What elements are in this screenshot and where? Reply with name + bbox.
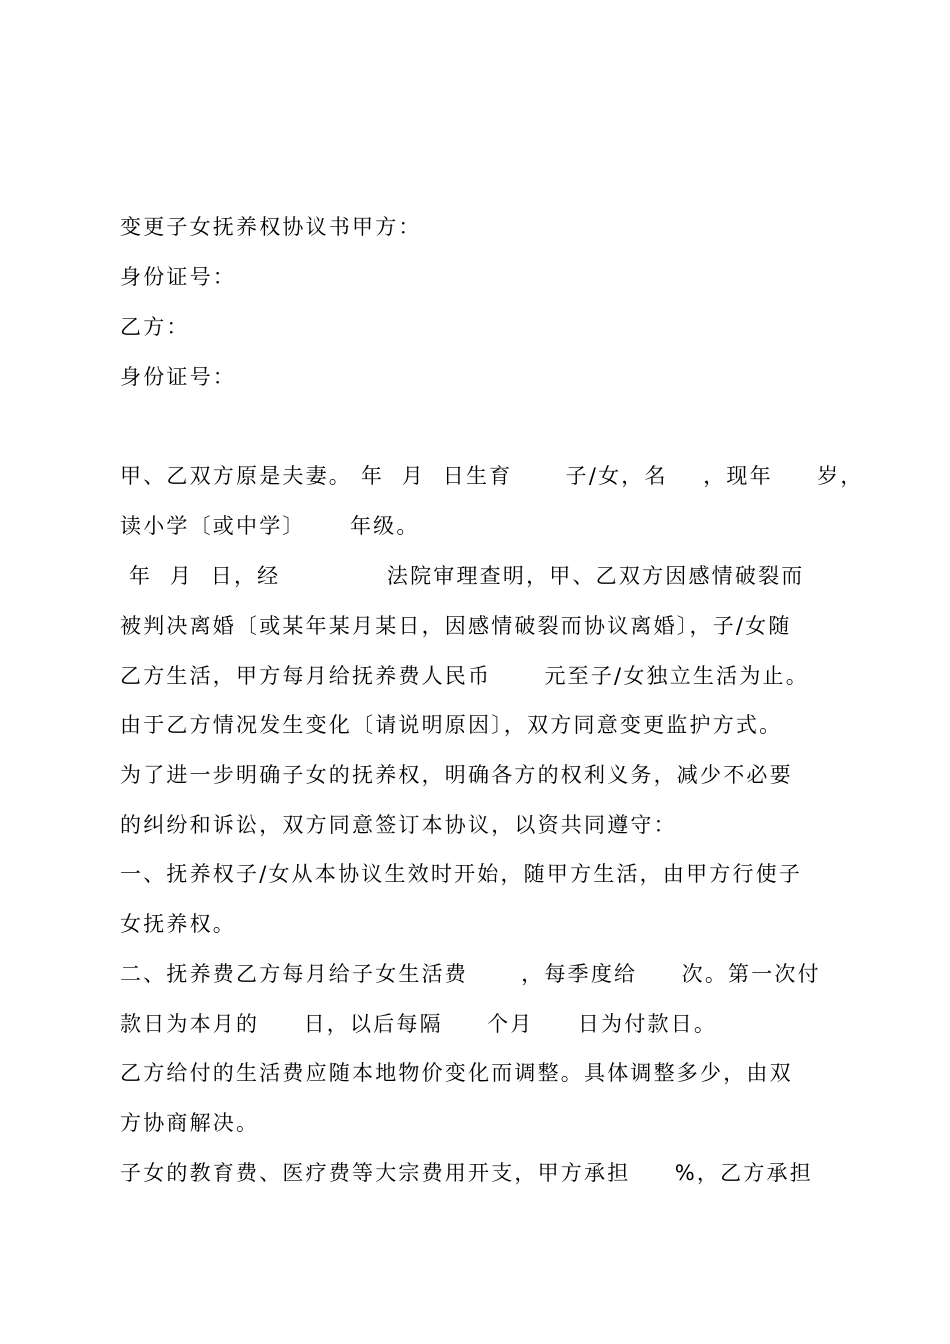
body-line-6: 由于乙方情况发生变化〔请说明原因〕，双方同意变更监护方式。 (120, 713, 783, 737)
agreement-title-line: 变更子女抚养权协议书甲方： (120, 215, 422, 239)
body-line-15: 子女的教育费、医疗费等大宗费用开支，甲方承担 %，乙方承担 (120, 1161, 813, 1185)
body-line-5: 乙方生活，甲方每月给抚养费人民币 元至子/女独立生活为止。 (120, 664, 809, 688)
body-line-4: 被判决离婚〔或某年某月某日，因感情破裂而协议离婚〕，子/女随 (120, 614, 792, 638)
body-line-8: 的纠纷和诉讼，双方同意签订本协议，以资共同遵守： (120, 813, 677, 837)
body-line-9: 一、抚养权子/女从本协议生效时开始，随甲方生活，由甲方行使子 (120, 862, 803, 886)
body-line-10: 女抚养权。 (120, 912, 236, 936)
body-line-2: 读小学〔或中学〕 年级。 (120, 514, 420, 538)
party-b-id-line: 身份证号： (120, 365, 236, 389)
body-line-11: 二、抚养费乙方每月给子女生活费 ，每季度给 次。第一次付 (120, 962, 821, 986)
body-line-7: 为了进一步明确子女的抚养权，明确各方的权利义务，减少不必要 (120, 763, 793, 787)
body-line-1: 甲、乙双方原是夫妻。 年 月 日生育 子/女，名 ，现年 岁， (120, 464, 864, 488)
body-line-13: 乙方给付的生活费应随本地物价变化而调整。具体调整多少，由双 (120, 1061, 793, 1085)
body-line-14: 方协商解决。 (120, 1111, 260, 1135)
party-b-line: 乙方： (120, 315, 190, 339)
body-line-3: 年 月 日，经 法院审理查明，甲、乙双方因感情破裂而 (120, 564, 805, 588)
body-line-12: 款日为本月的 日，以后每隔 个月 日为付款日。 (120, 1012, 718, 1036)
party-a-id-line: 身份证号： (120, 265, 236, 289)
